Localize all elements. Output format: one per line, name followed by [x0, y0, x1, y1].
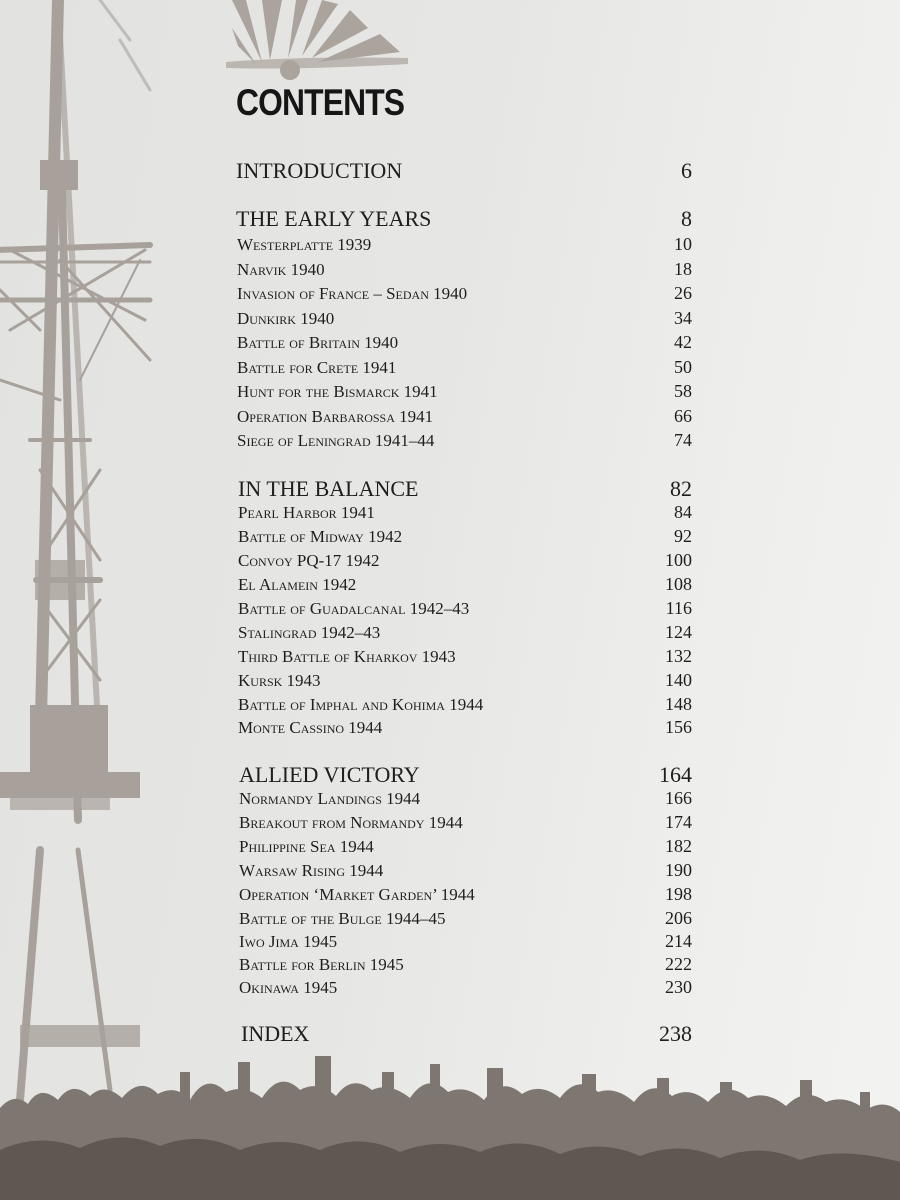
toc-entry: [0, 976, 900, 1000]
toc-entry: [0, 307, 900, 331]
toc-entry: [0, 282, 900, 306]
toc-entry-title: Dunkirk 1940: [237, 309, 335, 328]
toc-entry-title: INDEX: [241, 1021, 310, 1046]
toc-page-number: 84: [674, 502, 692, 522]
toc-page-number: 132: [665, 646, 692, 666]
toc-entry-title: Stalingrad 1942–43: [238, 623, 381, 642]
toc-entry: [0, 258, 900, 282]
toc-page-number: 18: [674, 259, 692, 279]
toc-entry-title: Pearl Harbor 1941: [238, 503, 375, 522]
toc-section: [0, 762, 900, 786]
toc-entry: [0, 811, 900, 835]
page-title: CONTENTS: [236, 82, 405, 123]
toc-page-number: 198: [665, 884, 692, 904]
toc-entry: [0, 787, 900, 811]
toc-page-number: 100: [665, 550, 692, 570]
toc-page-number: 50: [674, 357, 692, 377]
toc-entry-title: Battle for Berlin 1945: [239, 955, 404, 974]
toc-entry: [0, 953, 900, 977]
toc-entry-title: Battle of the Bulge 1944–45: [239, 909, 446, 928]
toc-entry-title: Battle of Guadalcanal 1942–43: [238, 599, 470, 618]
toc-page-number: 222: [665, 954, 692, 974]
toc-entry-title: Battle of Britain 1940: [237, 333, 399, 352]
toc-entry: [0, 429, 900, 453]
toc-entry: [0, 883, 900, 907]
toc-entry: [0, 930, 900, 954]
toc-entry: [0, 835, 900, 859]
toc-entry-title: Okinawa 1945: [239, 978, 338, 997]
toc-page-number: 6: [681, 158, 692, 183]
toc-entry-title: Third Battle of Kharkov 1943: [238, 647, 456, 666]
toc-page-number: 156: [665, 717, 692, 737]
toc-entry-title: Normandy Landings 1944: [239, 789, 421, 808]
toc-entry: [0, 907, 900, 931]
toc-entry-title: Invasion of France – Sedan 1940: [237, 284, 468, 303]
toc-entry-title: Westerplatte 1939: [237, 235, 372, 254]
toc-section: [0, 158, 900, 182]
toc-entry-title: Hunt for the Bismarck 1941: [237, 382, 438, 401]
toc-entry: [0, 501, 900, 525]
toc-page-number: 230: [665, 977, 692, 997]
toc-page-number: 42: [674, 332, 692, 352]
toc-entry-title: Narvik 1940: [237, 260, 325, 279]
toc-page-number: 214: [665, 931, 692, 951]
toc-entry-title: Battle for Crete 1941: [237, 358, 397, 377]
toc-page-number: 116: [665, 598, 692, 618]
toc-page-number: 82: [670, 476, 692, 501]
toc-page-number: 108: [665, 574, 692, 594]
toc-entry: [0, 669, 900, 693]
toc-page-number: 190: [665, 860, 692, 880]
toc-page-number: 166: [665, 788, 692, 808]
toc-page-number: 164: [659, 762, 692, 787]
toc-entry: [0, 356, 900, 380]
toc-entry-title: Kursk 1943: [238, 671, 321, 690]
toc-page-number: 92: [674, 526, 692, 546]
toc-page-number: 174: [665, 812, 692, 832]
toc-entry: [0, 573, 900, 597]
toc-section: [0, 1021, 900, 1045]
toc-entry-title: Breakout from Normandy 1944: [239, 813, 463, 832]
toc-page-number: 74: [674, 430, 692, 450]
toc-page-number: 8: [681, 206, 692, 231]
toc-entry: [0, 331, 900, 355]
toc-entry: [0, 645, 900, 669]
toc-entry-title: Operation Barbarossa 1941: [237, 407, 434, 426]
toc-entry-title: ALLIED VICTORY: [239, 762, 420, 787]
toc-page-number: 26: [674, 283, 692, 303]
toc-entry-title: Battle of Midway 1942: [238, 527, 403, 546]
toc-entry-title: El Alamein 1942: [238, 575, 357, 594]
toc-page-number: 238: [659, 1021, 692, 1046]
toc-entry-title: Monte Cassino 1944: [238, 718, 383, 737]
toc-page-number: 182: [665, 836, 692, 856]
toc-page-number: 148: [665, 694, 692, 714]
toc-entry-title: Siege of Leningrad 1941–44: [237, 431, 435, 450]
toc-entry: [0, 859, 900, 883]
toc-page-number: 34: [674, 308, 692, 328]
toc-entry-title: Battle of Imphal and Kohima 1944: [238, 695, 484, 714]
toc-entry-title: IN THE BALANCE: [238, 476, 419, 501]
toc-entry-title: Operation ‘Market Garden’ 1944: [239, 885, 475, 904]
toc-page-number: 206: [665, 908, 692, 928]
toc-page-number: 124: [665, 622, 692, 642]
toc-entry: [0, 549, 900, 573]
rising-sun-flag-icon: [226, 0, 408, 80]
toc-entry: [0, 621, 900, 645]
toc-entry-title: Iwo Jima 1945: [239, 932, 338, 951]
toc-entry: [0, 405, 900, 429]
toc-entry: [0, 525, 900, 549]
toc-entry: [0, 380, 900, 404]
toc-entry: [0, 233, 900, 257]
toc-entry: [0, 693, 900, 717]
toc-page-number: 66: [674, 406, 692, 426]
toc-page-number: 58: [674, 381, 692, 401]
toc-entry-title: Warsaw Rising 1944: [239, 861, 384, 880]
toc-entry: [0, 716, 900, 740]
toc-entry: [0, 597, 900, 621]
toc-section: [0, 476, 900, 500]
toc-entry-title: THE EARLY YEARS: [236, 206, 432, 231]
toc-entry-title: INTRODUCTION: [236, 158, 403, 183]
toc-page-number: 140: [665, 670, 692, 690]
toc-section: [0, 206, 900, 230]
toc-page-number: 10: [674, 234, 692, 254]
toc-entry-title: Philippine Sea 1944: [239, 837, 374, 856]
toc-entry-title: Convoy PQ-17 1942: [238, 551, 380, 570]
